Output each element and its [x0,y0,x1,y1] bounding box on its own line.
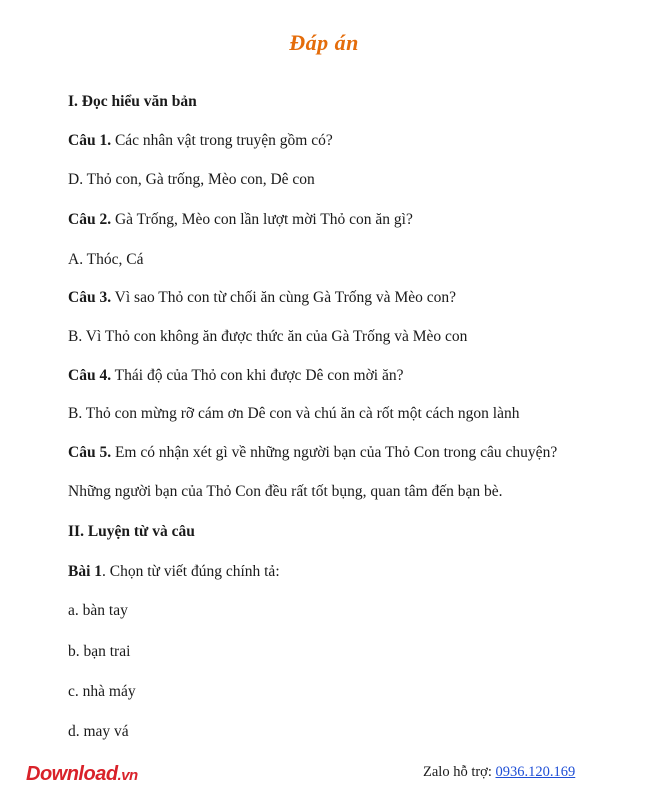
question-label: Câu 4. [68,367,112,384]
question-text: Các nhân vật trong truyện gồm có? [111,132,333,149]
exercise-item-c: c. nhà máy [68,683,136,700]
exercise-text: . Chọn từ viết đúng chính tả: [102,563,280,580]
exercise-label: Bài 1 [68,563,103,580]
question-label: Câu 2. [68,211,112,228]
exercise-item-b: b. bạn trai [68,643,131,660]
question-text: Gà Trống, Mèo con lần lượt mời Thỏ con ăn gì? [111,211,413,228]
logo-suffix: .vn [117,767,138,784]
exercise-item-a: a. bàn tay [68,602,128,619]
logo-main: Download [26,763,118,785]
question-text: Thái độ của Thỏ con khi được Dê con mời ăn? [111,367,404,384]
answer-1: D. Thỏ con, Gà trống, Mèo con, Dê con [68,171,315,188]
question-2 [68,210,413,230]
question-label: Câu 5. [68,444,112,461]
answer-2: A. Thóc, Cá [68,251,144,268]
answer-3: B. Vì Thỏ con không ăn được thức ăn của Gà Trống và Mèo con [68,328,468,345]
question-text: Vì sao Thỏ con từ chối ăn cùng Gà Trống và Mèo con? [111,289,456,306]
exercise-item-d: d. may vá [68,723,129,740]
zalo-phone-link[interactable]: 0936.120.169 [495,764,576,780]
question-text: Em có nhận xét gì về những người bạn của Thỏ Con trong câu chuyện? [111,444,558,461]
download-logo[interactable] [26,763,138,786]
answer-4: B. Thỏ con mừng rỡ cám ơn Dê con và chú ăn cà rốt một cách ngon lành [68,405,520,422]
answer-5: Những người bạn của Thỏ Con đều rất tốt bụng, quan tâm đến bạn bè. [68,483,503,500]
section-heading-vocabulary: II. Luyện từ và câu [68,523,195,540]
exercise-1 [68,562,280,582]
question-label: Câu 3. [68,289,112,306]
question-4 [68,366,403,386]
zalo-label: Zalo hỗ trợ: [423,764,496,780]
question-5 [68,443,557,463]
zalo-support [423,764,575,781]
question-label: Câu 1. [68,132,112,149]
page-title: Đáp án [289,30,359,55]
question-3 [68,288,456,308]
section-heading-reading: I. Đọc hiểu văn bản [68,93,197,110]
question-1 [68,131,333,151]
